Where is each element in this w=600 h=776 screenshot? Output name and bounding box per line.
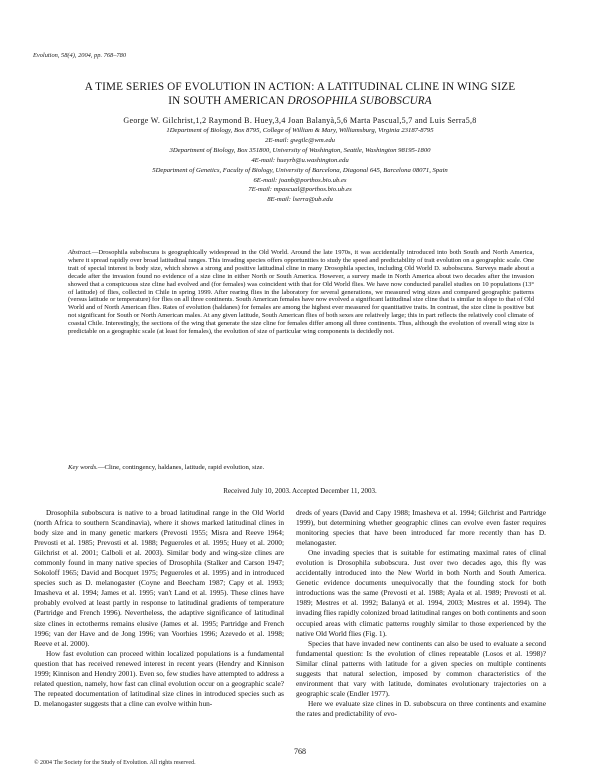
affiliation-email-4: 7E-mail: mpascual@porthos.bio.ub.es bbox=[248, 186, 352, 194]
page-number: 768 bbox=[294, 747, 306, 756]
received-accepted-dates: Received July 10, 2003. Accepted December 11, 2003. bbox=[223, 487, 377, 495]
affiliation-email-5: 8E-mail: lserra@ub.edu bbox=[267, 196, 333, 204]
journal-reference: Evolution, 58(4), 2004, pp. 768–780 bbox=[33, 52, 127, 59]
affiliation-email-3: 6E-mail: joanb@porthos.bio.ub.es bbox=[253, 176, 347, 184]
title-line-1: A TIME SERIES OF EVOLUTION IN ACTION: A LATITUDINAL CLINE IN WING SIZE bbox=[84, 81, 516, 93]
body-paragraph: One invading species that is suitable for estimating maximal rates of clinal evolution is Drosophila subobscura. Just over two decades ago, this fly was accidentally introduced into the New World in both North and South America. Genetic evidence documents unequivocally that the founding stock for both introductions was the same (Prevosti et al. 1988; Ayala et al. 1989; Prevosti et al. 1989; Mestres et al. 1992; Balanyà et al. 1994, 2003; Mestres et al. 1994). The invading flies rapidly colonized broad latitudinal ranges on both continents and soon occupied areas with climatic patterns roughly similar to those experienced by the native Old World flies (Fig. 1). bbox=[296, 548, 546, 638]
body-paragraph: Drosophila subobscura is native to a broad latitudinal range in the Old World (north Africa to southern Scandinavia), where it shows marked latitudinal clines in body size and in many genetic markers (Prevosti 1955; Misra and Reeve 1964; Prevosti et al. 1985; Prevosti et al. 1988; Pegueroles et al. 1995; Huey et al. 2000; Gilchrist et al. 2001; Calboli et al. 2003). Similar body and wing-size clines are commonly found in many native species of Drosophila (Stalker and Carson 1947; Sokoloff 1965; David and Bocquet 1975; Pegueroles et al. 1995) and in introduced species such as D. melanogaster (Coyne and Beecham 1987; Capy et al. 1993; Imasheva et al. 1994; James et al. 1995; van't Land et al. 1995). These clines have probably evolved at least partly in response to latitudinal gradients of temperature (Partridge and French 1996). Nevertheless, the adaptive significance of latitudinal size clines in ectotherms remains elusive (James et al. 1995; Partridge and French 1996; van der Have and de Jong 1996; van Voorhies 1996; Azevedo et al. 1998; Reeve et al. 2000). bbox=[34, 508, 284, 648]
body-paragraph: Here we evaluate size clines in D. subobscura on three continents and examine the rates and predictability of evo- bbox=[296, 698, 546, 718]
title-line-2-prefix: IN SOUTH AMERICAN bbox=[168, 95, 288, 107]
author-list: George W. Gilchrist,1,2 Raymond B. Huey,3,4 Joan Balanyà,5,6 Marta Pascual,5,7 and Luis Serra5,8 bbox=[123, 116, 477, 125]
body-paragraph: dreds of years (David and Capy 1988; Imasheva et al. 1994; Gilchrist and Partridge 1999), but determining whether geographic clines can evolve even faster requires monitoring species that have been introduced far more recently than has D. melanogaster. bbox=[296, 508, 546, 548]
affiliation-email-2: 4E-mail: hueyrb@u.washington.edu bbox=[251, 156, 349, 164]
article-title bbox=[30, 80, 570, 108]
key-words-label: Key words. bbox=[68, 464, 98, 471]
copyright-notice: © 2004 The Society for the Study of Evolution. All rights reserved. bbox=[34, 760, 196, 766]
title-species-name: DROSOPHILA SUBOBSCURA bbox=[287, 95, 432, 107]
key-words bbox=[68, 464, 534, 472]
body-paragraph: How fast evolution can proceed within localized populations is a fundamental question that has received renewed interest in recent years (Hendry and Kinnison 1999; Kinnison and Hendry 2001). Even so, few studies have attempted to address a related question, namely, how fast can clinal evolution occur on a geographic scale? The repeated documentation of latitudinal size clines in introduced species such as D. melanogaster suggests that a cline can evolve within hun- bbox=[34, 648, 284, 708]
abstract-label: Abstract. bbox=[68, 249, 92, 256]
affiliation-3: 5Department of Genetics, Faculty of Biology, University of Barcelona, Diagonal 645, Barcelona 08071, Spain bbox=[152, 166, 448, 174]
body-column-right bbox=[296, 508, 546, 719]
body-paragraph: Species that have invaded new continents can also be used to evaluate a second fundamental question: Is the evolution of clines repeatable (Losos et al. 1998)? Similar clinal patterns with latitude for a given species on multiple continents suggests that natural selection, imposed by common characteristics of the environment that vary with latitude, dominates evolutionary trajectories on a geographic scale (Endler 1977). bbox=[296, 638, 546, 698]
affiliation-2: 3Department of Biology, Box 351800, University of Washington, Seattle, Washington 98195-1800 bbox=[169, 146, 431, 154]
affiliation-email-1: 2E-mail: gwgilc@wm.edu bbox=[264, 136, 336, 144]
key-words-text: —Cline, contingency, haldanes, latitude, rapid evolution, size. bbox=[97, 464, 265, 471]
body-column-left bbox=[34, 508, 284, 709]
abstract bbox=[68, 249, 534, 336]
title-line-2 bbox=[30, 94, 570, 108]
affiliation-1: 1Department of Biology, Box 8795, College of William & Mary, Williamsburg, Virginia 23187-8795 bbox=[166, 127, 434, 134]
affiliations bbox=[30, 126, 570, 205]
abstract-text: —Drosophila subobscura is geographically widespread in the Old World. Around the late 1970s, it was accidentally introduced into both South and North America, where it spread rapidly over broad latitudinal ranges. This invading species offers opportunities to study the speed and predictability of trait evolution on a geographic scale. One trait of special interest is body size, which shows a strong and positive latitudinal cline in many Drosophila species, including Old World D. subobscura. Surveys made about a decade after the invasion found no evidence of a size cline in either North or South America. However, a survey made in North America about two decades after the invasion showed that a conspicuous size cline had evolved and (for females) was coincident with that for Old World flies. We have now conducted parallel studies on 10 populations (13° of latitude) of flies, collected in Chile in spring 1999. After rearing flies in the laboratory for several generations, we measured wing sizes and compared geographic patterns (versus latitude or temperature) for flies on all three continents. South American females have now evolved a significant latitudinal size cline that is similar in slope to that of Old World and of North American flies. Rates of evolution (haldanes) for females are among the highest ever measured for quantitative traits. In contrast, the size cline is positive but not significant for South or North American males. At any given latitude, South American flies of both sexes are relatively large; this in part reflects the relatively cool climate of coastal Chile. Interestingly, the sections of the wing that generate the size cline for females differ among all three continents. Thus, although the evolution of overall wing size is predictable on a geographic scale (at least for females), the evolution of size of particular wing components is decidedly not. bbox=[68, 249, 534, 336]
